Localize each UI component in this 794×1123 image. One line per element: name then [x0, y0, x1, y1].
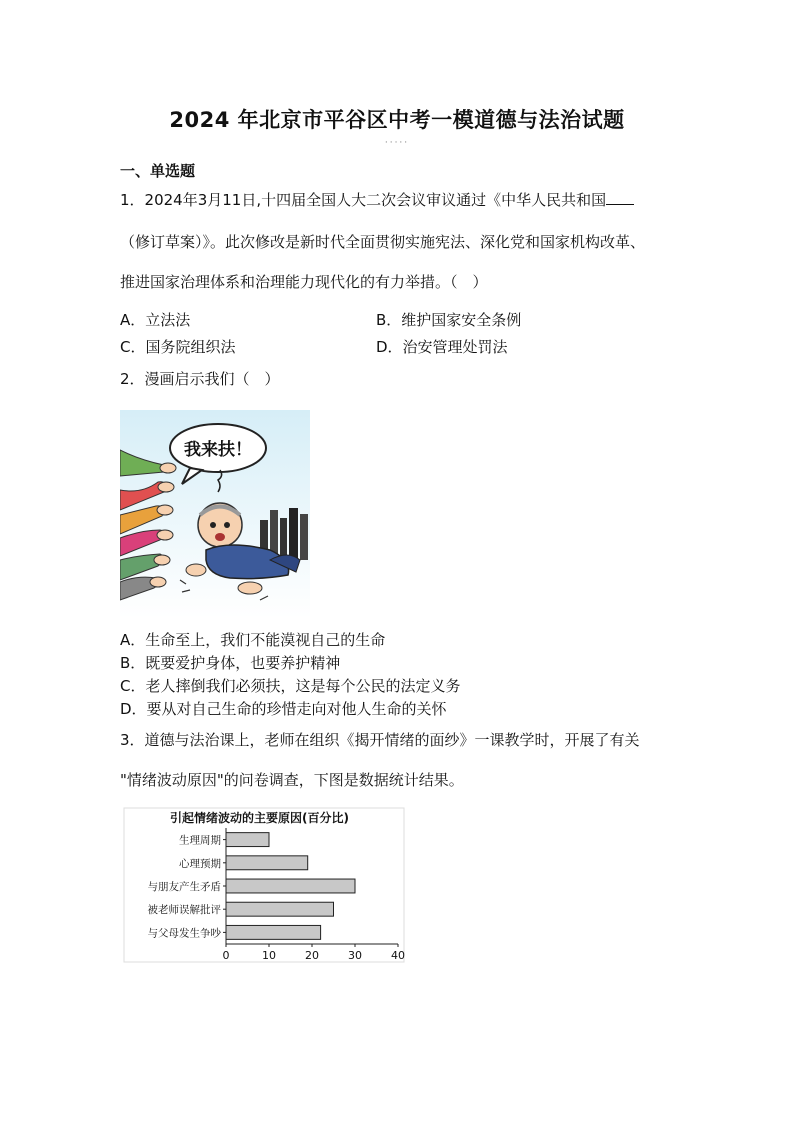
x-tick-label-2: 20 [305, 949, 319, 962]
bar-3 [226, 902, 334, 916]
q2-option-c: C．老人摔倒我们必须扶，这是每个公民的法定义务 [120, 677, 461, 695]
x-tick-label-3: 30 [348, 949, 362, 962]
category-label-2: 与朋友产生矛盾 [147, 881, 221, 893]
q3-line2: "情绪波动原因"的问卷调查，下图是数据统计结果。 [120, 771, 464, 789]
x-tick-label-0: 0 [222, 949, 230, 962]
category-label-3: 被老师误解批评 [147, 904, 221, 917]
q2-option-d: D．要从对自己生命的珍惜走向对他人生命的关怀 [120, 700, 447, 718]
bar-chart [120, 806, 410, 966]
x-tick-label-1: 10 [262, 949, 276, 962]
category-label-1: 心理预期 [179, 857, 221, 870]
q2-option-b: B．既要爱护身体，也要养护精神 [120, 654, 341, 672]
q1-blank [606, 190, 634, 205]
bar-1 [226, 856, 308, 870]
q1-option-c: C．国务院组织法 [120, 338, 236, 356]
q1-line1-text: 1．2024年3月11日,十四届全国人大二次会议审议通过《中华人民共和国 [120, 191, 607, 209]
q1-option-b: B．维护国家安全条例 [376, 311, 522, 329]
q3-line1: 3．道德与法治课上，老师在组织《揭开情绪的面纱》一课教学时，开展了有关 [120, 731, 640, 749]
chart-title: 引起情绪波动的主要原因(百分比) [170, 811, 349, 825]
title-dots: ····· [384, 138, 410, 148]
page-title: 2024 年北京市平谷区中考一模道德与法治试题 [169, 108, 625, 132]
q1-option-d: D．治安管理处罚法 [376, 338, 508, 356]
q2-stem: 2．漫画启示我们（ ） [120, 370, 280, 388]
bar-2 [226, 879, 355, 893]
bar-4 [226, 925, 321, 939]
section-heading: 一、单选题 [120, 162, 196, 180]
bar-0 [226, 833, 269, 847]
q1-option-a: A．立法法 [120, 311, 191, 329]
cartoon-image [120, 410, 310, 618]
q1-line2: （修订草案）》。此次修改是新时代全面贯彻实施宪法、深化党和国家机构改革、 [120, 233, 646, 251]
q1-line3: 推进国家治理体系和治理能力现代化的有力举措。（ ） [120, 273, 488, 291]
x-tick-label-4: 40 [391, 949, 405, 962]
speech-bubble-text: 我来扶！ [184, 440, 252, 460]
category-label-0: 生理周期 [179, 834, 221, 847]
category-label-4: 与父母发生争吵 [147, 927, 221, 940]
q2-option-a: A．生命至上，我们不能漠视自己的生命 [120, 631, 386, 649]
q1-line1 [120, 190, 634, 210]
